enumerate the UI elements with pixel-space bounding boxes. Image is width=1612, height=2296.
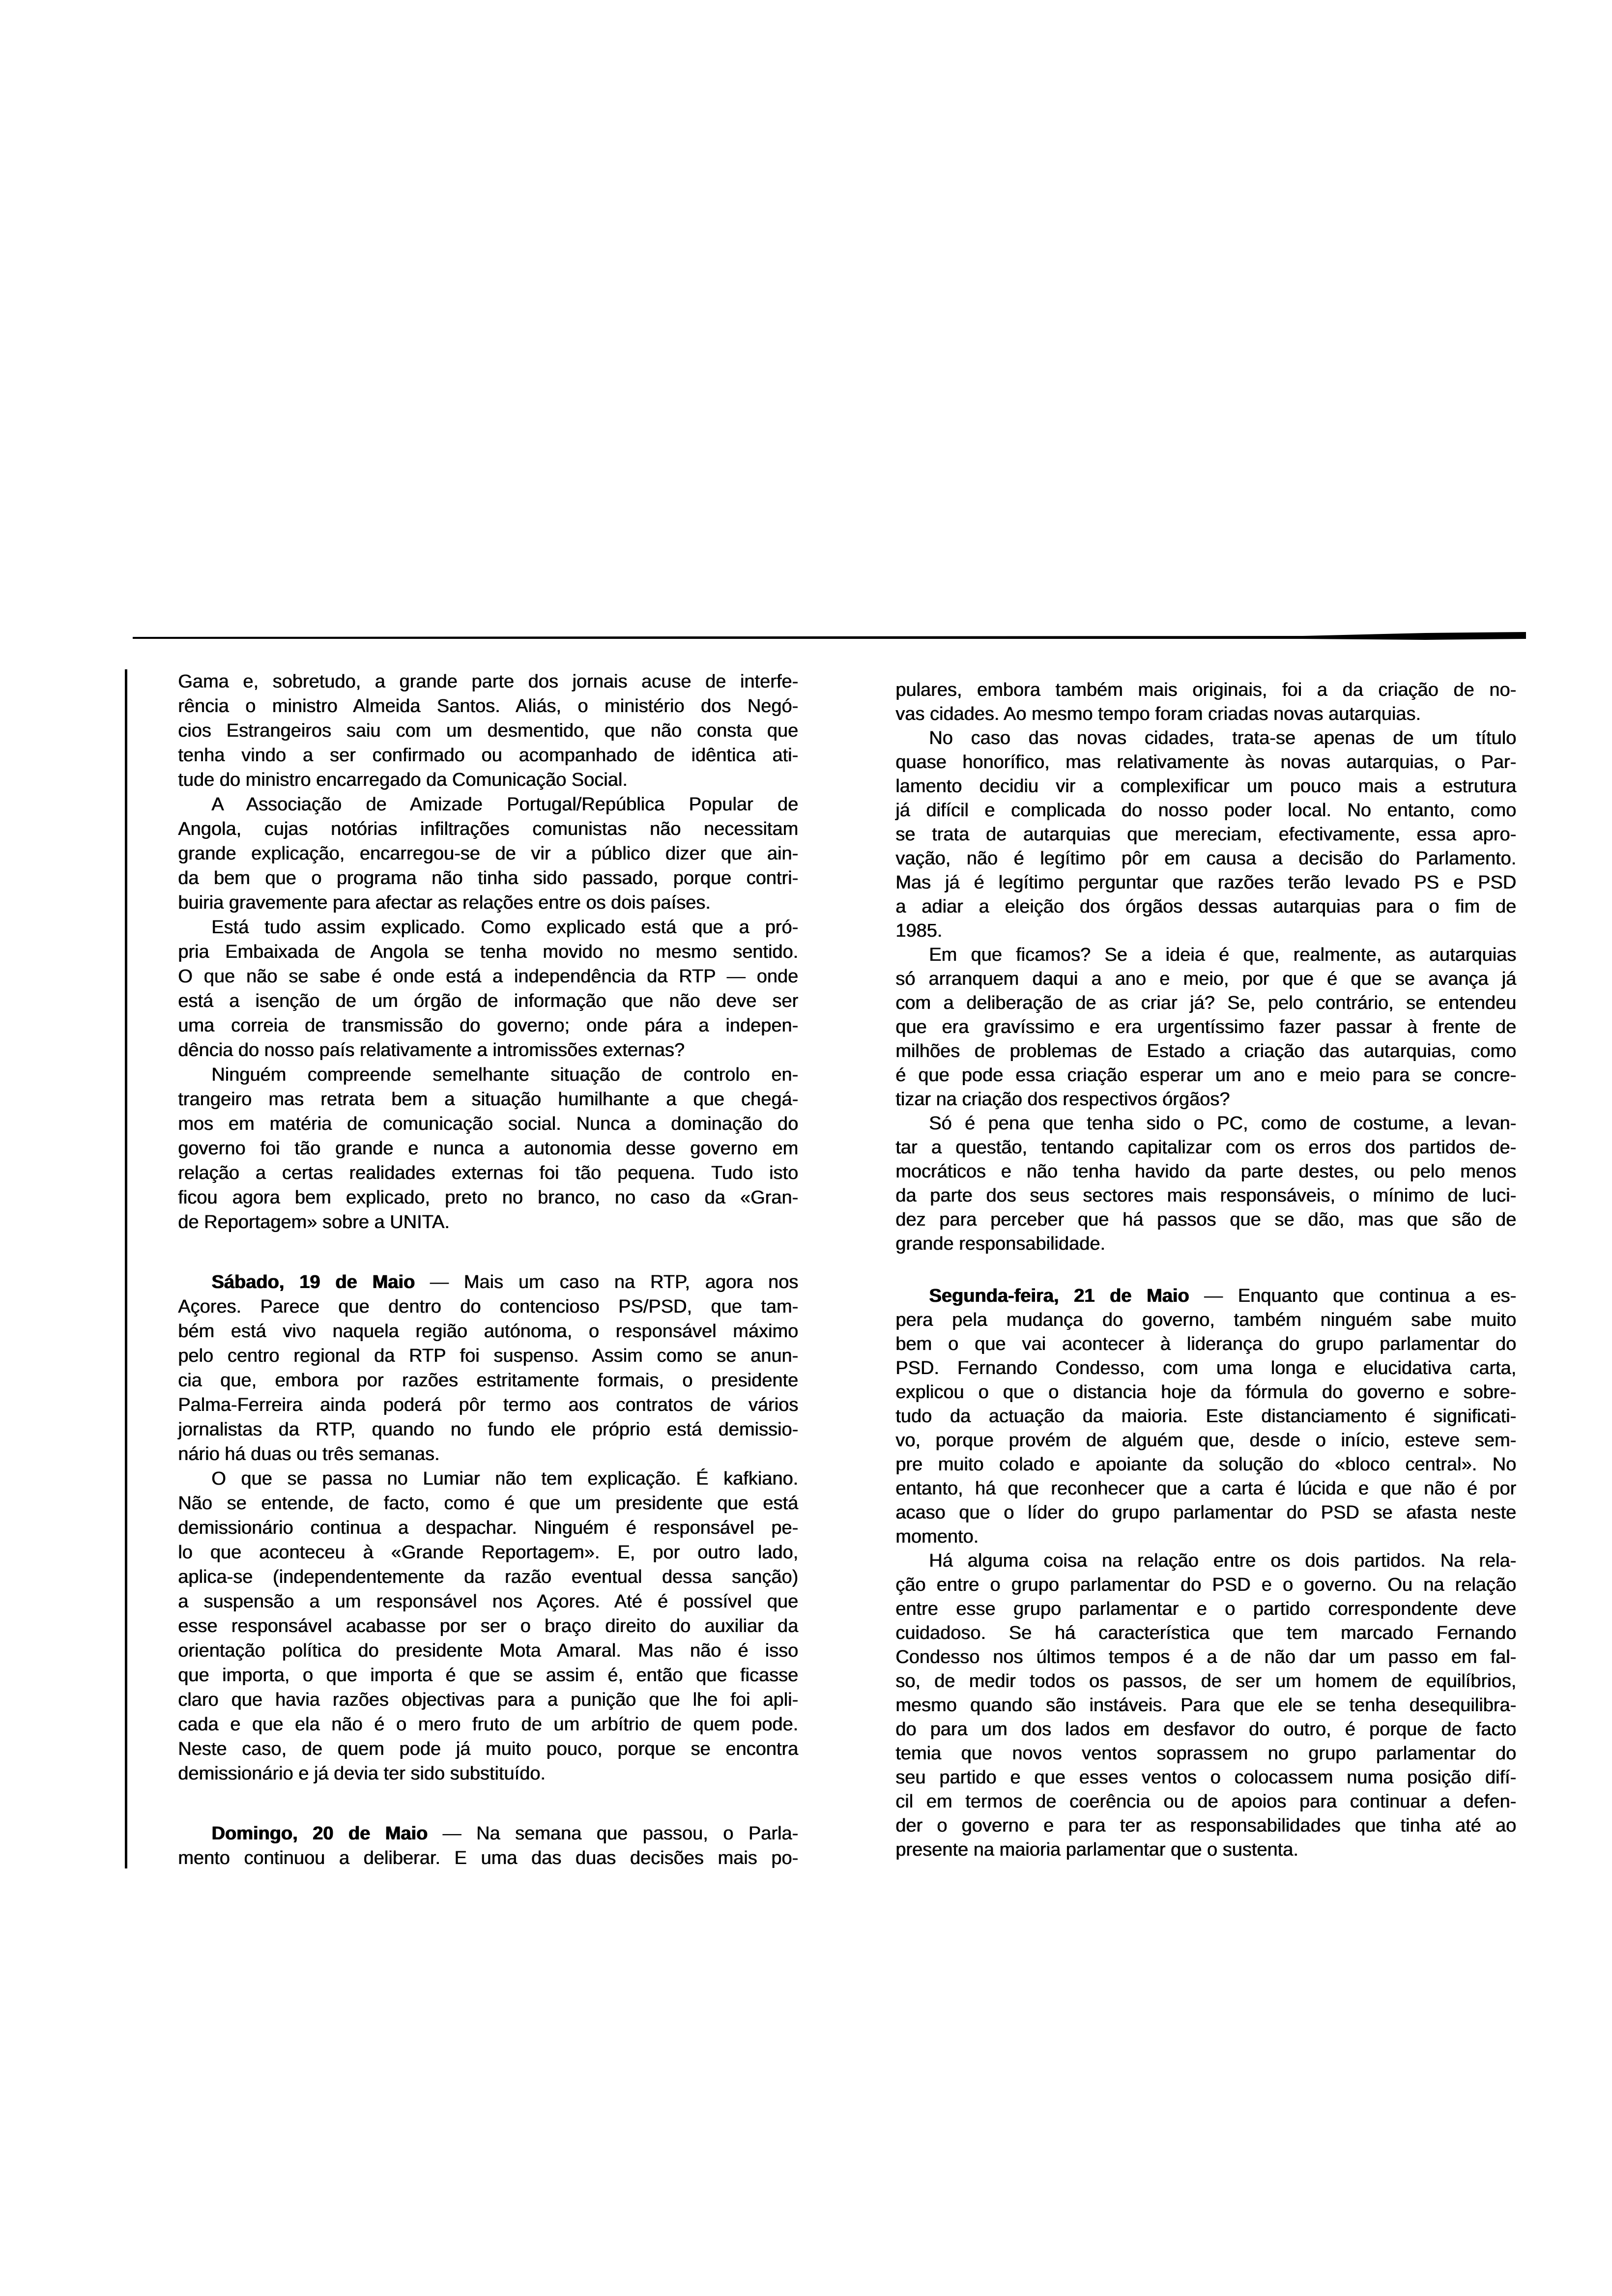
text-line: Açores. Parece que dentro do contencioso PS/PSD, que tam- — [178, 1296, 798, 1317]
text-line: No caso das novas cidades, trata-se apenas de um título — [929, 728, 1516, 748]
text-line: mento continuou a deliberar. E uma das duas decisões mais po- — [178, 1848, 798, 1868]
text-line: ficou agora bem explicado, preto no branco, no caso da «Gran- — [178, 1187, 798, 1208]
text-line: dez para perceber que há passos que se dão, mas que são de — [895, 1209, 1516, 1230]
text-line: do para um dos lados em desfavor do outro, é porque de facto — [895, 1719, 1516, 1740]
entry-date-heading: Domingo, 20 de Maio — [211, 1823, 428, 1844]
entry-text: — Na semana que passou, o Parla- — [442, 1823, 799, 1844]
text-line: seu partido e que esses ventos o colocassem numa posição difí- — [895, 1767, 1516, 1788]
text-line: temia que novos ventos soprassem no grupo parlamentar do — [895, 1743, 1516, 1764]
entry-text: — Enquanto que continua a es- — [1204, 1286, 1516, 1306]
article-paragraph — [178, 1466, 798, 1786]
text-line: O que não se sabe é onde está a independência da RTP — onde — [178, 966, 798, 987]
text-line: Mas já é legítimo perguntar que razões terão levado PS e PSD — [895, 872, 1516, 893]
text-line: O que se passa no Lumiar não tem explicação. É kafkiano. — [211, 1468, 798, 1489]
left-margin-rule — [125, 669, 127, 1868]
text-line: uma correia de transmissão do governo; onde pára a indepen- — [178, 1015, 798, 1036]
article-paragraph — [895, 1549, 1516, 1862]
text-line: vo, porque provém de alguém que, desde o início, esteve sem- — [895, 1430, 1516, 1451]
text-line: lamento decidiu vir a complexificar um pouco mais a estrutura — [895, 776, 1516, 797]
text-line: ção entre o grupo parlamentar do PSD e o governo. Ou na relação — [895, 1575, 1516, 1595]
text-line: só arranquem daqui a ano e meio, por que é que se avança já — [895, 969, 1516, 989]
text-line: tenha vindo a ser confirmado ou acompanhado de idêntica ati- — [178, 745, 798, 766]
left-column — [178, 669, 798, 1870]
article-paragraph — [178, 915, 798, 1062]
text-line: já difícil e complicada do nosso poder local. No entanto, como — [895, 800, 1516, 821]
entry-date-heading: Sábado, 19 de Maio — [211, 1272, 415, 1292]
text-line: Palma-Ferreira ainda poderá pôr termo aos contratos de vários — [178, 1395, 798, 1415]
text-line: vas cidades. Ao mesmo tempo foram criadas novas autarquias. — [895, 704, 1421, 724]
text-line: vação, não é legítimo pôr em causa a decisão do Parlamento. — [895, 848, 1516, 869]
text-line: PSD. Fernando Condesso, com uma longa e elucidativa carta, — [895, 1358, 1516, 1378]
text-line: Ninguém compreende semelhante situação de controlo en- — [211, 1064, 798, 1085]
text-line: bém está vivo naquela região autónoma, o responsável máximo — [178, 1321, 798, 1342]
text-line: Angola, cujas notórias infiltrações comunistas não necessitam — [178, 819, 798, 839]
text-line: explicou o que o distancia hoje da fórmula do governo e sobre- — [895, 1382, 1516, 1403]
text-line: que era gravíssimo e era urgentíssimo fazer passar à frente de — [895, 1017, 1516, 1037]
text-line: der o governo e para ter as responsabilidades que tinha até ao — [895, 1815, 1516, 1836]
text-line: buiria gravemente para afectar as relações entre os dois países. — [178, 892, 711, 913]
text-line: tudo da actuação da maioria. Este distanciamento é significati- — [895, 1406, 1516, 1427]
text-line: entre esse grupo parlamentar e o partido correspondente deve — [895, 1599, 1516, 1619]
text-line: mos em matéria de comunicação social. Nunca a dominação do — [178, 1114, 798, 1134]
text-line — [178, 1270, 798, 1294]
text-line: se trata de autarquias que mereciam, efectivamente, essa apro- — [895, 824, 1516, 845]
text-line: acaso que o líder do grupo parlamentar do PSD se afasta neste — [895, 1502, 1516, 1523]
text-line: A Associação de Amizade Portugal/República Popular de — [211, 794, 798, 815]
text-line: cia que, embora por razões estritamente formais, o presidente — [178, 1370, 798, 1391]
text-line: aplica-se (independentemente da razão eventual dessa sanção) — [178, 1567, 798, 1587]
text-line: que importa, o que importa é que se assim é, então que ficasse — [178, 1665, 798, 1686]
article-paragraph — [895, 1112, 1516, 1256]
text-line: demissionário e já devia ter sido substituído. — [178, 1763, 546, 1784]
text-line: esse responsável acabasse por ser o braço direito do auxiliar da — [178, 1616, 798, 1636]
dated-entry-paragraph — [178, 1270, 798, 1466]
entry-date-heading: Segunda-feira, 21 de Maio — [929, 1286, 1189, 1306]
text-line: Condesso nos últimos tempos é a de não dar um passo em fal- — [895, 1647, 1516, 1667]
text-line: orientação política do presidente Mota Amaral. Mas não é isso — [178, 1640, 798, 1661]
text-line: lo que aconteceu à «Grande Reportagem». E, por outro lado, — [178, 1542, 798, 1563]
text-line: pre muito colado e apoiante da solução do «bloco central». No — [895, 1454, 1516, 1475]
text-line — [178, 1821, 798, 1846]
text-line: pulares, embora também mais originais, foi a da criação de no- — [895, 680, 1516, 700]
text-line — [895, 1284, 1516, 1308]
text-line: pelo centro regional da RTP foi suspenso. Assim como se anun- — [178, 1346, 798, 1366]
article-paragraph — [178, 1062, 798, 1234]
text-line: tizar na criação dos respectivos órgãos? — [895, 1089, 1230, 1110]
text-line: bem o que vai acontecer à liderança do grupo parlamentar do — [895, 1334, 1516, 1354]
article-paragraph — [178, 792, 798, 915]
article-paragraph — [895, 726, 1516, 943]
text-line: so, de medir todos os passos, de ser um homem de equilíbrios, — [895, 1671, 1516, 1692]
text-line: grande responsabilidade. — [895, 1234, 1105, 1254]
text-line: 1985. — [895, 920, 943, 941]
text-line: claro que havia razões objectivas para a punição que lhe foi apli- — [178, 1690, 798, 1710]
text-line: Está tudo assim explicado. Como explicado está que a pró- — [211, 917, 798, 938]
entry-text: — Mais um caso na RTP, agora nos — [430, 1272, 799, 1292]
text-line: tar a questão, tentando capitalizar com os erros dos partidos de- — [895, 1137, 1516, 1158]
text-line: cada e que ela não é o mero fruto de um arbítrio de quem pode. — [178, 1714, 798, 1735]
dated-entry-paragraph — [178, 1821, 798, 1870]
text-line: Só é pena que tenha sido o PC, como de costume, a levan- — [929, 1113, 1516, 1134]
text-line: mesmo quando são instáveis. Para que ele se tenha desequilibra- — [895, 1695, 1516, 1716]
text-line: da parte dos seus sectores mais responsáveis, o mínimo de luci- — [895, 1185, 1516, 1206]
text-line: rência o ministro Almeida Santos. Aliás, o ministério dos Negó- — [178, 696, 798, 717]
dated-entry-paragraph — [895, 1284, 1516, 1549]
text-line: cios Estrangeiros saiu com um desmentido, que não consta que — [178, 720, 798, 741]
text-line: Gama e, sobretudo, a grande parte dos jornais acuse de interfe- — [178, 671, 798, 692]
text-line: grande explicação, encarregou-se de vir a público dizer que ain- — [178, 843, 798, 864]
text-line: quase honorífico, mas relativamente às novas autarquias, o Par- — [895, 752, 1516, 773]
text-line: jornalistas da RTP, quando no fundo ele próprio está demissio- — [178, 1419, 798, 1440]
text-line: da bem que o programa não tinha sido passado, porque contri- — [178, 868, 798, 889]
text-line: trangeiro mas retrata bem a situação humilhante a que chegá- — [178, 1089, 798, 1110]
right-column — [895, 678, 1516, 1862]
text-line: tude do ministro encarregado da Comunicação Social. — [178, 770, 628, 790]
text-line: milhões de problemas de Estado a criação das autarquias, como — [895, 1041, 1516, 1062]
text-line: nário há duas ou três semanas. — [178, 1444, 440, 1464]
text-line: Em que ficamos? Se a ideia é que, realmente, as autarquias — [929, 945, 1516, 965]
text-line: pera pela mudança do governo, também ninguém sabe muito — [895, 1310, 1516, 1330]
text-line: a adiar a eleição dos órgãos dessas autarquias para o fim de — [895, 896, 1516, 917]
text-line: Há alguma coisa na relação entre os dois partidos. Na rela- — [929, 1550, 1516, 1571]
text-line: está a isenção de um órgão de informação que não deve ser — [178, 991, 798, 1011]
article-paragraph — [178, 669, 798, 792]
text-line: de Reportagem» sobre a UNITA. — [178, 1212, 450, 1233]
text-line: mocráticos e não tenha havido da parte destes, ou pelo menos — [895, 1161, 1516, 1182]
text-line: Neste caso, de quem pode já muito pouco, porque se encontra — [178, 1739, 798, 1759]
text-line: é que pode essa criação esperar um ano e meio para se concre- — [895, 1065, 1516, 1086]
article-paragraph — [895, 678, 1516, 726]
text-line: dência do nosso país relativamente a intromissões externas? — [178, 1040, 685, 1061]
text-line: relação a certas realidades externas foi tão pequena. Tudo isto — [178, 1163, 798, 1183]
text-line: Não se entende, de facto, como é que um presidente que está — [178, 1493, 798, 1514]
text-line: com a deliberação de as criar já? Se, pelo contrário, se entendeu — [895, 993, 1516, 1013]
text-line: governo foi tão grande e nunca a autonomia desse governo em — [178, 1138, 798, 1159]
text-line: cuidadoso. Se há característica que tem marcado Fernando — [895, 1623, 1516, 1643]
text-line: presente na maioria parlamentar que o sustenta. — [895, 1839, 1298, 1860]
text-line: demissionário continua a despachar. Ninguém é responsável pe- — [178, 1518, 798, 1538]
text-line: cil em termos de coerência ou de apoios para continuar a defen- — [895, 1791, 1516, 1812]
text-line: entanto, há que reconhecer que a carta é lúcida e que não é por — [895, 1478, 1516, 1499]
text-line: a suspensão a um responsável nos Açores. Até é possível que — [178, 1591, 798, 1612]
text-line: pria Embaixada de Angola se tenha movido no mesmo sentido. — [178, 942, 798, 962]
text-line: momento. — [895, 1526, 979, 1547]
top-rule — [133, 632, 1526, 640]
article-paragraph — [895, 943, 1516, 1112]
